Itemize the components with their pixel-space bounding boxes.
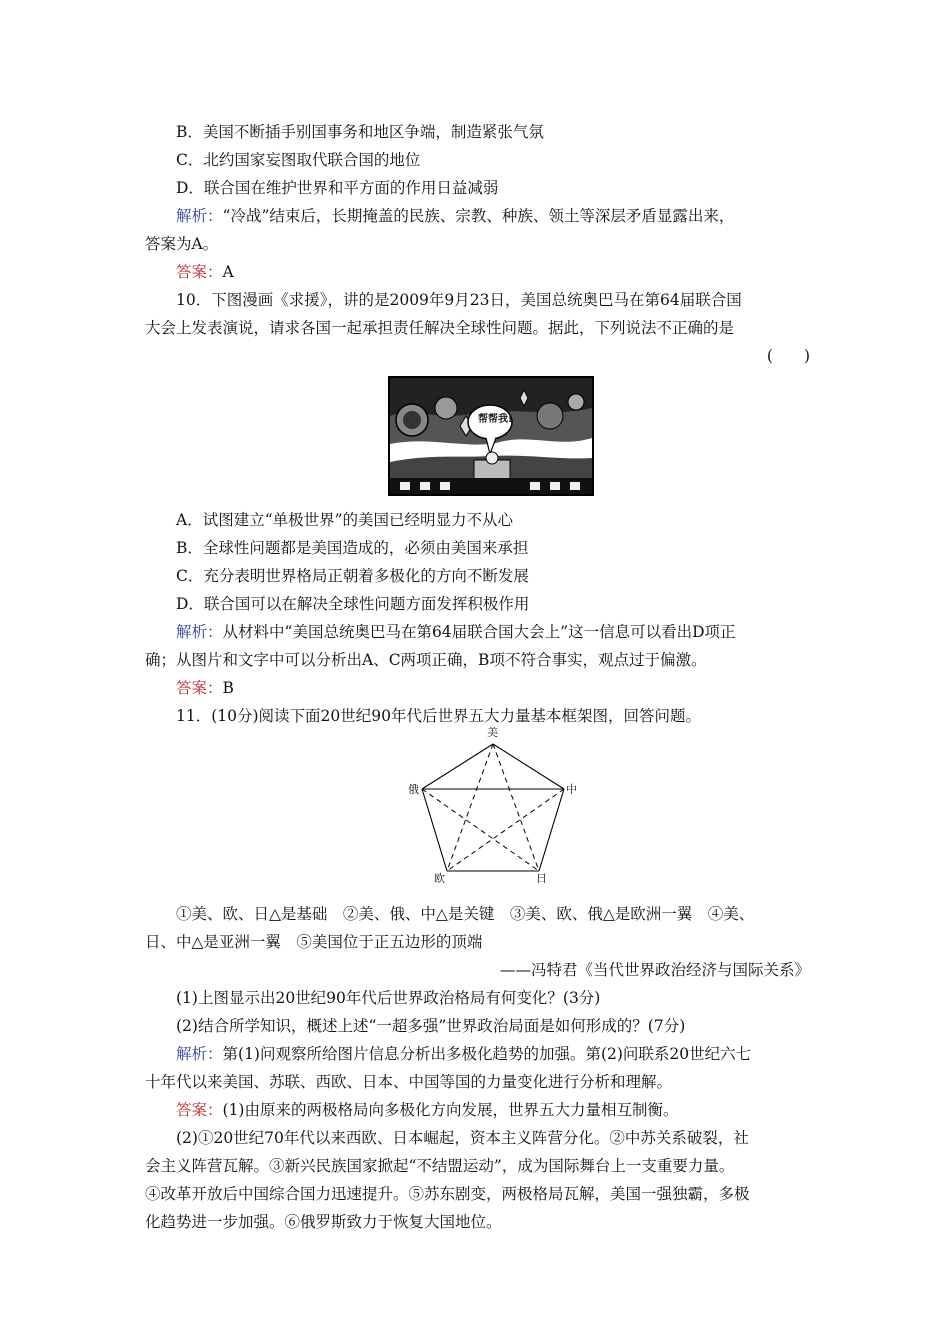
q11-answer-label: 答案： xyxy=(176,1101,223,1119)
q11-material-line-1: ①美、欧、日△是基础 ②美、俄、中△是关键 ③美、欧、俄△是欧洲一翼 ④美、 xyxy=(176,905,755,923)
cartoon-image xyxy=(388,376,594,496)
edge-cn-jp xyxy=(539,789,564,871)
q10-analysis-line-2: 确；从图片和文字中可以分析出A、C两项正确，B项不符合事实，观点过于偏激。 xyxy=(145,651,707,669)
q11-pentagon-diagram xyxy=(145,726,810,896)
q10-answer-value: B xyxy=(222,679,234,697)
q9-analysis-line-2: 答案为A。 xyxy=(145,235,219,253)
q11-answer-line-1 xyxy=(145,1096,810,1124)
q11-analysis-line-2: 十年代以来美国、苏联、西欧、日本、中国等国的力量变化进行分析和理解。 xyxy=(145,1073,673,1091)
q11-subquestion-1: (1)上图显示出20世纪90年代后世界政治格局有何变化？(3分) xyxy=(176,989,601,1007)
pentagon-svg xyxy=(400,730,590,896)
q10-analysis-label: 解析： xyxy=(176,623,223,641)
q9-answer xyxy=(145,258,810,286)
q10-option-a: A．试图建立“单极世界”的美国已经明显力不从心 xyxy=(176,511,514,529)
q9-answer-label: 答案： xyxy=(176,263,223,281)
q10-option-b: B．全球性问题都是美国造成的，必须由美国来承担 xyxy=(176,539,529,557)
q9-analysis-line-1 xyxy=(145,202,810,230)
q11-analysis-line-1 xyxy=(145,1040,810,1068)
q11-answer-line-2: (2)①20世纪70年代以来西欧、日本崛起，资本主义阵营分化。②中苏关系破裂，社 xyxy=(176,1129,749,1147)
diag-ru-jp xyxy=(422,789,539,871)
q10-answer-label: 答案： xyxy=(176,679,223,697)
q10-option-c: C．充分表明世界格局正朝着多极化的方向不断发展 xyxy=(176,567,529,585)
q9-answer-value: A xyxy=(222,263,234,281)
edge-eu-ru xyxy=(422,789,447,871)
q11-answer-line-4: ④改革开放后中国综合国力迅速提升。⑤苏东剧变，两极格局瓦解，美国一强独霸，多极 xyxy=(145,1185,750,1203)
node-jp-label: 日 xyxy=(536,872,547,885)
edge-us-cn xyxy=(493,744,564,789)
q10-cartoon-figure xyxy=(145,376,810,500)
q10-option-d: D．联合国可以在解决全球性问题方面发挥积极作用 xyxy=(176,595,530,613)
q11-answer-line-5: 化趋势进一步加强。⑥俄罗斯致力于恢复大国地位。 xyxy=(145,1213,502,1231)
q10-analysis-line-1 xyxy=(145,618,810,646)
q11-analysis-label: 解析： xyxy=(176,1045,223,1063)
diag-us-eu xyxy=(447,744,493,871)
diag-us-jp xyxy=(493,744,539,871)
q11-answer-line-3: 会主义阵营瓦解。③新兴民族国家掀起“不结盟运动”，成为国际舞台上一支重要力量。 xyxy=(145,1157,735,1175)
q11-source: ——冯特君《当代世界政治经济与国际关系》 xyxy=(499,961,810,979)
q10-stem-line-2: 大会上发表演说，请求各国一起承担责任解决全球性问题。据此，下列说法不正确的是 xyxy=(145,319,735,337)
edge-ru-us xyxy=(422,744,493,789)
node-ru-label: 俄 xyxy=(408,783,419,796)
q9-option-d: D．联合国在维护世界和平方面的作用日益减弱 xyxy=(176,179,499,197)
q11-material-line-2: 日、中△是亚洲一翼 ⑤美国位于正五边形的顶端 xyxy=(145,933,483,951)
node-us-label: 美 xyxy=(487,726,498,739)
q9-analysis-text: “冷战”结束后，长期掩盖的民族、宗教、种族、领土等深层矛盾显露出来， xyxy=(222,207,735,225)
q11-answer-text-1: (1)由原来的两极格局向多极化方向发展，世界五大力量相互制衡。 xyxy=(222,1101,679,1119)
q9-option-c: C．北约国家妄图取代联合国的地位 xyxy=(176,151,421,169)
q11-subquestion-2: (2)结合所学知识，概述上述“一超多强”世界政治局面是如何形成的？(7分) xyxy=(176,1017,686,1035)
q10-stem-line-1: 10．下图漫画《求援》，讲的是2009年9月23日，美国总统奥巴马在第64届联合国 xyxy=(176,291,742,309)
node-cn-label: 中 xyxy=(566,783,577,796)
diag-cn-eu xyxy=(447,789,564,871)
q11-analysis-text: 第(1)问观察所给图片信息分析出多极化趋势的加强。第(2)问联系20世纪六七 xyxy=(222,1045,752,1063)
q9-analysis-label: 解析： xyxy=(176,207,223,225)
q9-option-b: B．美国不断插手别国事务和地区争端，制造紧张气氛 xyxy=(176,123,544,141)
q10-answer xyxy=(145,674,810,702)
q10-answer-paren: ( ) xyxy=(766,347,810,365)
cartoon-speech-bubble-text: 帮帮我! xyxy=(478,414,513,425)
q10-analysis-text: 从材料中“美国总统奥巴马在第64届联合国大会上”这一信息可以看出D项正 xyxy=(222,623,736,641)
q11-stem: 11．(10分)阅读下面20世纪90年代后世界五大力量基本框架图，回答问题。 xyxy=(176,707,701,725)
document-page xyxy=(145,118,810,1236)
node-eu-label: 欧 xyxy=(434,872,445,885)
